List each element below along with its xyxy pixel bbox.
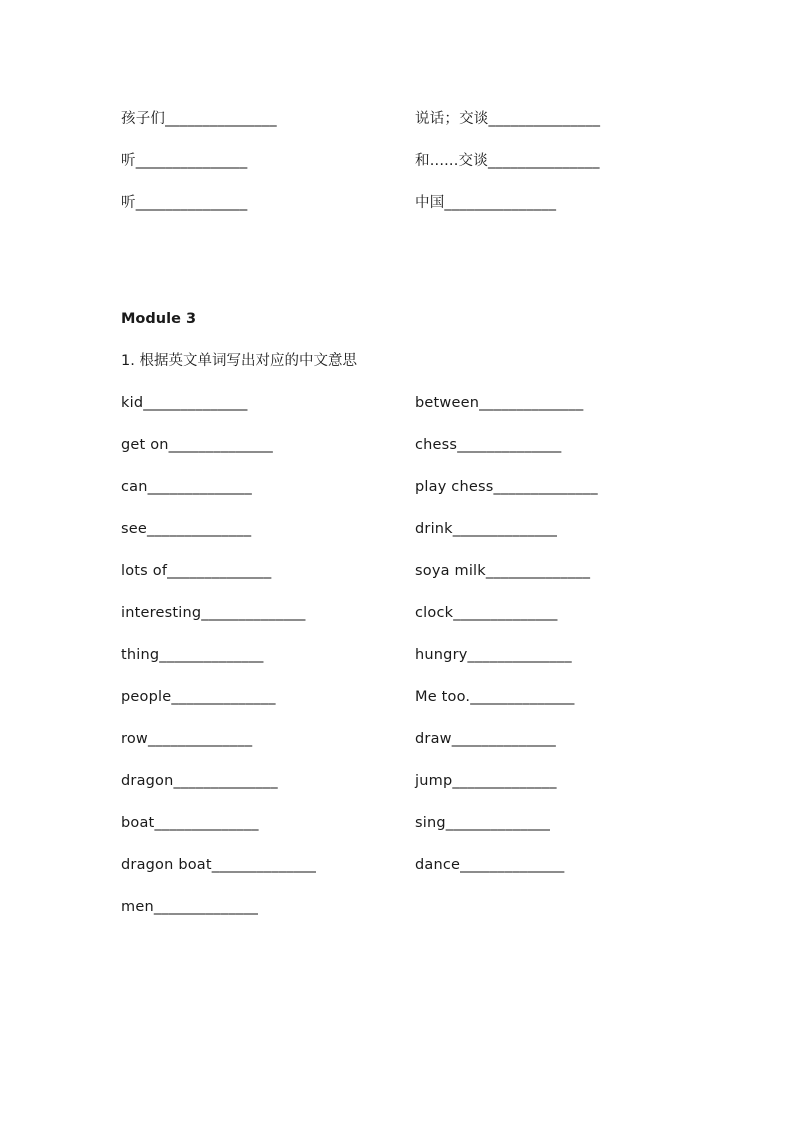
vocab-row: [121, 643, 721, 667]
vocab-item: can______________: [121, 479, 252, 495]
vocab-item: 孩子们_______________: [121, 111, 277, 127]
vocab-row: [121, 685, 721, 709]
vocab-row: [121, 769, 721, 793]
vocab-item: kid______________: [121, 395, 248, 411]
vocab-item: 听_______________: [121, 195, 248, 211]
exercise-instruction: 1. 根据英文单词写出对应的中文意思: [121, 353, 357, 369]
vocab-item: people______________: [121, 689, 276, 705]
vocab-item: jump______________: [415, 773, 557, 789]
vocab-item: clock______________: [415, 605, 558, 621]
vocab-row: [121, 601, 721, 625]
vocab-item: sing______________: [415, 815, 551, 831]
vocab-row: [121, 853, 721, 877]
vocab-item: 听_______________: [121, 153, 248, 169]
vocab-row: [121, 391, 721, 415]
vocab-item: men______________: [121, 899, 259, 915]
vocab-row: [121, 559, 721, 583]
vocab-item: Me too.______________: [415, 689, 575, 705]
vocab-item: see______________: [121, 521, 252, 537]
vocab-row: [121, 727, 721, 751]
vocab-item: get on______________: [121, 437, 273, 453]
vocab-item: thing______________: [121, 647, 264, 663]
vocab-item: dance______________: [415, 857, 565, 873]
vocab-item: chess______________: [415, 437, 562, 453]
vocab-item: row______________: [121, 731, 253, 747]
vocab-item: lots of______________: [121, 563, 272, 579]
vocab-item: dragon______________: [121, 773, 278, 789]
vocab-item: play chess______________: [415, 479, 598, 495]
vocab-item: between______________: [415, 395, 584, 411]
vocab-item: draw______________: [415, 731, 557, 747]
vocab-item: soya milk______________: [415, 563, 591, 579]
vocab-item: interesting______________: [121, 605, 306, 621]
vocab-row: [121, 433, 721, 457]
vocab-row: [121, 895, 721, 919]
module-title: Module 3: [121, 311, 197, 327]
vocab-item: hungry______________: [415, 647, 572, 663]
vocab-item: 和......交谈_______________: [415, 153, 600, 169]
vocab-item: 说话；交谈_______________: [415, 111, 601, 127]
vocab-row: [121, 191, 721, 215]
vocab-row: [121, 475, 721, 499]
vocab-item: boat______________: [121, 815, 259, 831]
vocab-row: [121, 517, 721, 541]
vocab-item: 中国_______________: [415, 195, 557, 211]
vocab-row: [121, 107, 721, 131]
vocab-row: [121, 149, 721, 173]
vocab-item: drink______________: [415, 521, 558, 537]
vocab-row: [121, 811, 721, 835]
vocab-item: dragon boat______________: [121, 857, 317, 873]
